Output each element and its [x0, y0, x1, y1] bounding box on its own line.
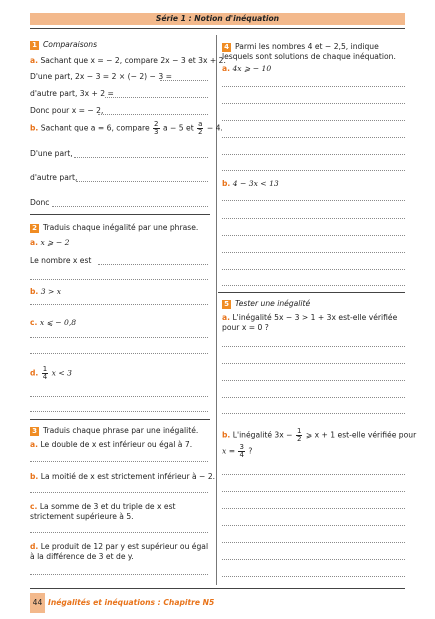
part-label: b.: [30, 123, 39, 133]
exercise-separator: [30, 419, 210, 420]
exercise-title: Comparaisons: [43, 40, 98, 49]
numerator: 1: [296, 427, 302, 435]
answer-line[interactable]: [74, 157, 208, 158]
answer-line[interactable]: [30, 279, 208, 280]
part-label: a.: [30, 238, 39, 247]
answer-line[interactable]: [222, 491, 405, 492]
exercise-5-heading: [222, 299, 310, 309]
part-label: c.: [30, 318, 38, 327]
answer-line[interactable]: [222, 542, 405, 543]
question-text: Le double de x est inférieur ou égal à 7.: [40, 440, 193, 449]
exercise-separator: [30, 214, 210, 215]
question-text: x ⩽ − 0,8: [39, 318, 77, 327]
answer-line[interactable]: [222, 103, 405, 104]
part-label: d.: [30, 368, 39, 378]
answer-line[interactable]: [222, 397, 405, 398]
numerator: a: [198, 120, 203, 128]
ex1-line-5: d'autre part,: [30, 173, 78, 182]
column-divider: [216, 35, 217, 585]
ex3-part-c: [30, 502, 210, 522]
answer-line[interactable]: [222, 235, 405, 236]
question-text: − 4.: [206, 123, 223, 133]
question-text: Sachant que x = − 2, compare 2x − 3 et 3x + 2.: [40, 56, 226, 65]
part-label: b.: [30, 472, 39, 481]
page-number: 44: [30, 593, 45, 613]
exercise-number: 4: [222, 43, 231, 52]
series-title: Série 1 : Notion d'inéquation: [30, 13, 405, 25]
question-text: La somme de 3 et du triple de x est strictement supérieure à 5.: [30, 502, 176, 521]
question-text: ?: [248, 446, 253, 456]
question-text: ⩾ x + 1 est-elle vérifiée pour: [305, 430, 417, 440]
part-label: b.: [222, 179, 231, 188]
answer-line[interactable]: [222, 200, 405, 201]
header-rule: [30, 28, 405, 29]
question-text: a − 5 et: [162, 123, 194, 133]
answer-line[interactable]: [222, 269, 405, 270]
part-label: c.: [30, 502, 38, 511]
denominator: 4: [42, 373, 48, 381]
question-text: x < 3: [51, 368, 72, 378]
ex2-part-d: [30, 366, 72, 381]
answer-line[interactable]: [105, 97, 208, 98]
exercise-3-heading: [30, 426, 198, 436]
denominator: 2: [198, 128, 203, 136]
fraction: [153, 121, 159, 136]
ex1-part-b: [30, 121, 223, 136]
numerator: 1: [42, 365, 48, 373]
part-label: a.: [30, 56, 39, 65]
question-text: 4x ⩾ − 10: [232, 64, 272, 73]
numerator: 2: [154, 120, 159, 128]
answer-line[interactable]: [222, 380, 405, 381]
answer-line[interactable]: [222, 170, 405, 171]
denominator: 4: [239, 451, 244, 459]
question-text: L'inégalité 5x − 3 > 1 + 3x est-elle vérifiée pour x = 0 ?: [222, 313, 398, 332]
question-text: L'inégalité 3x −: [232, 430, 293, 440]
answer-line[interactable]: [98, 264, 208, 265]
ex2-part-c: [30, 318, 76, 327]
answer-line[interactable]: [222, 413, 405, 414]
ex1-line-1: D'une part, 2x − 3 = 2 × (− 2) − 3 =: [30, 72, 172, 81]
ex5-part-b: [222, 428, 416, 443]
question-text: Le produit de 12 par y est supérieur ou égal à la différence de 3 et de y.: [30, 542, 209, 561]
answer-line[interactable]: [52, 206, 208, 207]
answer-line[interactable]: [30, 396, 208, 397]
answer-line[interactable]: [98, 114, 208, 115]
answer-line[interactable]: [30, 304, 208, 305]
footer-rule: [30, 588, 405, 589]
part-label: a.: [222, 64, 231, 73]
exercise-title: Traduis chaque phrase par une inégalité.: [43, 426, 199, 435]
answer-line[interactable]: [222, 154, 405, 155]
answer-line[interactable]: [222, 508, 405, 509]
answer-line[interactable]: [222, 137, 405, 138]
answer-line[interactable]: [222, 474, 405, 475]
exercise-number: 1: [30, 41, 39, 50]
answer-line[interactable]: [222, 252, 405, 253]
ex3-part-b: [30, 472, 215, 481]
ex2-part-b: [30, 287, 61, 296]
answer-line[interactable]: [76, 181, 208, 182]
exercise-number: 3: [30, 427, 39, 436]
exercise-2-heading: [30, 223, 198, 233]
numerator: 3: [239, 443, 244, 451]
answer-line[interactable]: [222, 120, 405, 121]
exercise-title: Tester une inégalité: [235, 299, 311, 308]
exercise-number: 2: [30, 224, 39, 233]
part-label: d.: [30, 542, 39, 551]
question-text: Sachant que a = 6, compare: [40, 123, 150, 133]
ex1-line-2: d'autre part, 3x + 2 =: [30, 89, 114, 98]
question-text: 4 − 3x < 13: [232, 179, 279, 188]
ex3-part-a: [30, 440, 192, 449]
ex1-line-3: Donc pour x = − 2,: [30, 106, 104, 115]
question-text: La moitié de x est strictement inférieur à − 2.: [40, 472, 216, 481]
ex2-a-line: Le nombre x est: [30, 256, 92, 265]
answer-line[interactable]: [222, 525, 405, 526]
answer-line[interactable]: [30, 574, 208, 575]
ex3-part-d: [30, 542, 210, 562]
question-text: x ⩾ − 2: [40, 238, 70, 247]
exercise-number: 5: [222, 300, 231, 309]
exercise-title: Parmi les nombres 4 et − 2,5, indique lesquels sont solutions de chaque inéquation.: [222, 42, 396, 61]
answer-line[interactable]: [222, 218, 405, 219]
answer-line[interactable]: [222, 576, 405, 577]
answer-line[interactable]: [222, 559, 405, 560]
exercise-title: Traduis chaque inégalité par une phrase.: [43, 223, 199, 232]
exercise-4-heading: [222, 42, 405, 62]
exercise-1-heading: [30, 40, 97, 50]
fraction: [296, 428, 302, 443]
question-text: 3 > x: [40, 287, 62, 296]
ex5-part-a: [222, 313, 405, 333]
answer-line[interactable]: [30, 411, 208, 412]
ex5-part-b-cont: [222, 444, 252, 459]
denominator: 2: [296, 435, 302, 443]
part-label: b.: [30, 287, 39, 296]
exercise-separator: [218, 292, 405, 293]
answer-line[interactable]: [222, 86, 405, 87]
part-label: a.: [222, 313, 231, 322]
ex1-line-4: D'une part,: [30, 149, 73, 158]
ex2-part-a: [30, 238, 70, 247]
answer-line[interactable]: [30, 461, 208, 462]
denominator: 3: [154, 128, 159, 136]
fraction: [197, 121, 203, 136]
part-label: b.: [222, 430, 231, 440]
chapter-title: Inégalités et inéquations : Chapitre N5: [48, 598, 215, 607]
ex4-part-a: [222, 64, 271, 73]
ex1-part-a: [30, 56, 226, 65]
answer-line[interactable]: [160, 80, 208, 81]
ex1-line-6: Donc: [30, 198, 50, 207]
answer-line[interactable]: [30, 353, 208, 354]
part-label: a.: [30, 440, 39, 449]
answer-line[interactable]: [30, 532, 208, 533]
answer-line[interactable]: [30, 337, 208, 338]
fraction: [42, 366, 48, 381]
answer-line[interactable]: [222, 363, 405, 364]
ex4-part-b: [222, 179, 279, 188]
question-text: x =: [222, 446, 236, 456]
answer-line[interactable]: [222, 285, 405, 286]
answer-line[interactable]: [222, 346, 405, 347]
fraction: [238, 444, 244, 459]
answer-line[interactable]: [30, 492, 208, 493]
